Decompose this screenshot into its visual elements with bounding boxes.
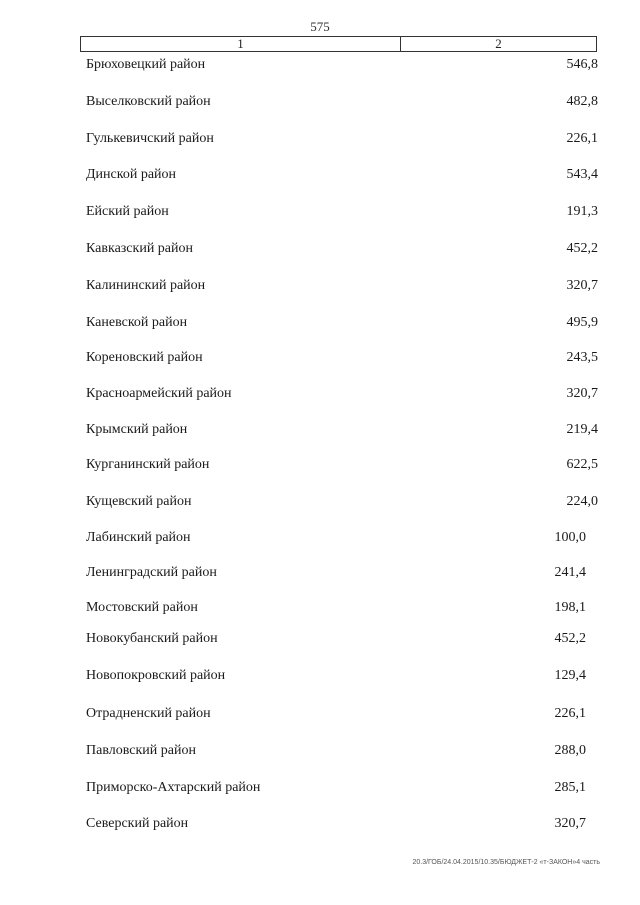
district-name: Мостовский район xyxy=(86,600,198,615)
district-value: 129,4 xyxy=(554,668,586,683)
district-value: 320,7 xyxy=(566,278,598,293)
district-value: 219,4 xyxy=(566,422,598,437)
district-name: Северский район xyxy=(86,816,189,831)
table-row xyxy=(0,202,640,222)
table-row xyxy=(0,455,640,475)
table-row xyxy=(0,666,640,686)
district-name: Приморско-Ахтарский район xyxy=(86,780,261,795)
table-row xyxy=(0,313,640,333)
district-value: 543,4 xyxy=(566,167,598,182)
district-name: Новопокровский район xyxy=(86,668,226,683)
district-value: 288,0 xyxy=(554,743,586,758)
district-value: 243,5 xyxy=(566,350,598,365)
district-value: 224,0 xyxy=(566,494,598,509)
district-name: Кореновский район xyxy=(86,350,203,365)
district-value: 452,2 xyxy=(566,241,598,256)
district-value: 482,8 xyxy=(566,94,598,109)
district-value: 320,7 xyxy=(566,386,598,401)
table-row xyxy=(0,528,640,548)
table-row xyxy=(0,239,640,259)
table-row xyxy=(0,563,640,583)
district-name: Кавказский район xyxy=(86,241,194,256)
table-row xyxy=(0,778,640,798)
district-name: Брюховецкий район xyxy=(86,57,206,72)
table-row xyxy=(0,629,640,649)
table-row xyxy=(0,384,640,404)
district-value: 452,2 xyxy=(554,631,586,646)
district-name: Кущевский район xyxy=(86,494,192,509)
page-number: 575 xyxy=(310,19,330,34)
district-value: 198,1 xyxy=(554,600,586,615)
district-name: Выселковский район xyxy=(86,94,211,109)
district-value: 241,4 xyxy=(554,565,586,580)
district-name: Павловский район xyxy=(86,743,196,758)
table-row xyxy=(0,55,640,75)
district-value: 320,7 xyxy=(554,816,586,831)
district-name: Курганинский район xyxy=(86,457,210,472)
district-name: Каневской район xyxy=(86,315,188,330)
table-row xyxy=(0,92,640,112)
district-value: 285,1 xyxy=(554,780,586,795)
district-name: Красноармейский район xyxy=(86,386,232,401)
table-row xyxy=(0,348,640,368)
district-name: Ейский район xyxy=(86,204,169,219)
table-row xyxy=(0,814,640,834)
district-value: 100,0 xyxy=(554,530,586,545)
district-name: Гулькевичский район xyxy=(86,131,214,146)
table-row xyxy=(0,598,640,618)
table-row xyxy=(0,165,640,185)
table-row xyxy=(0,276,640,296)
district-value: 226,1 xyxy=(554,706,586,721)
district-name: Отрадненский район xyxy=(86,706,211,721)
table-row xyxy=(0,129,640,149)
table-row xyxy=(0,704,640,724)
district-value: 546,8 xyxy=(566,57,598,72)
table-row xyxy=(0,420,640,440)
document-footer-code: 20.3/ГОБ/24.04.2015/10.35/БЮДЖЕТ-2 «т-ЗАКОН»4 часть xyxy=(412,859,600,866)
district-value: 226,1 xyxy=(566,131,598,146)
district-name: Новокубанский район xyxy=(86,631,218,646)
district-value: 622,5 xyxy=(566,457,598,472)
district-name: Лабинский район xyxy=(86,530,191,545)
table-row xyxy=(0,741,640,761)
district-name: Крымский район xyxy=(86,422,188,437)
table-header-col-1: 1 xyxy=(81,37,401,51)
district-name: Динской район xyxy=(86,167,177,182)
district-name: Ленинградский район xyxy=(86,565,217,580)
district-value: 495,9 xyxy=(566,315,598,330)
table-header-col-2: 2 xyxy=(495,36,502,51)
district-name: Калининский район xyxy=(86,278,206,293)
district-value: 191,3 xyxy=(566,204,598,219)
table-row xyxy=(0,492,640,512)
